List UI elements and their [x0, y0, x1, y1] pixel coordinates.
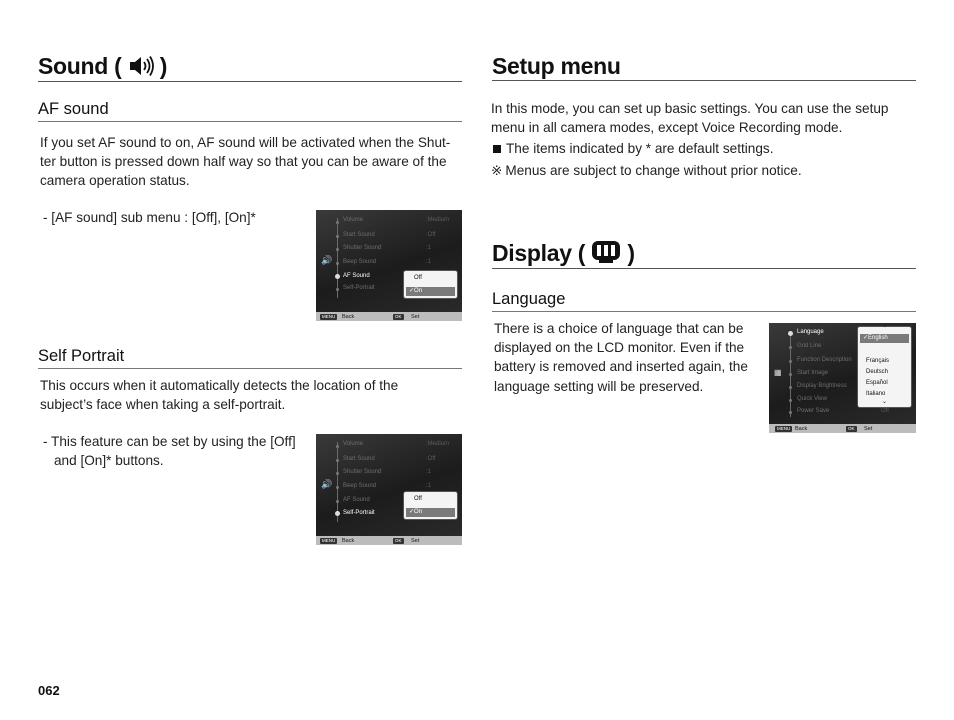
- af-sound-body: [40, 133, 450, 191]
- lcd-menu-item: Shutter Sound: [343, 245, 382, 251]
- setup-menu-rule: [492, 80, 916, 81]
- lcd-menu-item: AF Sound: [343, 497, 370, 503]
- lcd-option-on-selected: [406, 287, 455, 296]
- lcd-button-bar: [769, 424, 916, 433]
- lcd-item-dot: [789, 411, 792, 414]
- setup-change-notice: [491, 161, 802, 180]
- language-body-line: displayed on the LCD monitor. Even if the: [494, 340, 745, 356]
- af-sound-submenu: - [AF sound] sub menu : [Off], [On]*: [43, 210, 256, 225]
- lcd-set-label: Set: [864, 425, 873, 432]
- lcd-menu-item: Start Sound: [343, 232, 375, 238]
- lcd-menu-line: [337, 218, 338, 298]
- lcd-set-label: Set: [411, 313, 420, 320]
- lcd-self-portrait-screenshot: [316, 434, 462, 545]
- self-portrait-note: [43, 432, 296, 470]
- menu-key-icon: MENU: [322, 537, 336, 543]
- lcd-menu-item: Function Description: [797, 357, 852, 363]
- lcd-back-label: Back: [795, 425, 808, 432]
- lcd-item-dot-selected: [335, 511, 340, 516]
- lcd-menu-item: Start Image: [797, 370, 829, 376]
- menu-key-icon: MENU: [777, 425, 791, 431]
- speaker-icon: [128, 55, 154, 83]
- self-portrait-body-line: subject’s face when taking a self-portrait.: [40, 397, 286, 413]
- lcd-item-dot: [336, 486, 339, 489]
- chevron-up-icon: ⌃: [881, 326, 888, 332]
- lcd-item-dot: [336, 459, 339, 462]
- lcd-menu-item: Volume: [343, 217, 364, 223]
- lcd-menu-value: :Off: [426, 456, 436, 462]
- check-icon: ✓: [409, 509, 415, 515]
- lcd-set-label: Set: [411, 537, 420, 544]
- lcd-item-dot: [336, 248, 339, 251]
- lcd-option-popup: [403, 270, 458, 299]
- display-title-rule: [492, 268, 916, 269]
- display-title-close: ): [627, 240, 635, 266]
- display-icon: ▦: [774, 368, 782, 377]
- lcd-item-dot-selected: [788, 331, 793, 336]
- language-rule: [492, 311, 916, 312]
- setup-default-note: [493, 139, 774, 158]
- sound-title-rule: [38, 81, 462, 82]
- self-portrait-note-line: - This feature can be set by using the [Off]: [43, 434, 296, 449]
- check-icon: ✓: [863, 335, 869, 341]
- lcd-button-bar: [316, 312, 462, 321]
- display-title-text: Display (: [492, 240, 586, 266]
- language-body-line: battery is removed and inserted again, the: [494, 359, 748, 375]
- af-sound-body-line: If you set AF sound to on, AF sound will be activated when the Shut-: [40, 135, 451, 150]
- lcd-menu-item: Self-Portrait: [343, 285, 375, 291]
- lcd-back-label: Back: [342, 537, 355, 544]
- lcd-menu-item: Start Sound: [343, 456, 375, 462]
- speaker-icon: 🔊: [321, 255, 333, 265]
- lcd-option-on-label: On: [414, 288, 423, 294]
- lcd-option-off: Off: [414, 496, 422, 502]
- lcd-language-english: English: [868, 335, 888, 341]
- menu-key-icon: MENU: [322, 313, 336, 319]
- sound-title: [38, 53, 167, 83]
- lcd-menu-value: :1: [426, 469, 432, 475]
- lcd-language-popup: [857, 326, 912, 408]
- lcd-menu-item: Quick View: [797, 396, 827, 402]
- lcd-item-dot: [336, 221, 339, 224]
- lcd-item-dot: [789, 346, 792, 349]
- lcd-item-dot: [789, 360, 792, 363]
- lcd-item-dot: [336, 472, 339, 475]
- self-portrait-body: [40, 376, 398, 414]
- lcd-language-option: Español: [866, 380, 888, 386]
- lcd-item-dot: [336, 445, 339, 448]
- lcd-menu-line: [337, 442, 338, 522]
- lcd-item-dot: [789, 399, 792, 402]
- lcd-screen: [316, 210, 462, 312]
- lcd-menu-value: :1: [426, 259, 432, 265]
- ok-key-icon: OK: [395, 537, 402, 543]
- setup-default-note-text: The items indicated by * are default settings.: [506, 141, 774, 156]
- ok-key-icon: OK: [395, 313, 402, 319]
- af-sound-rule: [38, 121, 462, 122]
- setup-change-notice-text: Menus are subject to change without prior notice.: [505, 163, 802, 178]
- self-portrait-rule: [38, 368, 462, 369]
- setup-body: [491, 99, 889, 137]
- language-body-line: language setting will be preserved.: [494, 378, 704, 394]
- lcd-screen: [769, 323, 916, 424]
- sound-title-text: Sound (: [38, 53, 122, 79]
- setup-menu-title: Setup menu: [492, 53, 621, 79]
- lcd-menu-value: :1: [426, 483, 432, 489]
- lcd-item-dot-selected: [335, 274, 340, 279]
- lcd-item-dot: [789, 386, 792, 389]
- page-number: 062: [38, 683, 60, 698]
- lcd-menu-item-selected: Self-Portrait: [343, 510, 375, 516]
- display-title: [492, 240, 635, 270]
- lcd-language-option: Français: [866, 358, 890, 364]
- lcd-menu-item-selected: AF Sound: [343, 273, 370, 279]
- language-body: [494, 319, 748, 396]
- lcd-menu-item: Shutter Sound: [343, 469, 382, 475]
- af-sound-body-line: ter button is pressed down half way so that you can be aware of the: [40, 154, 447, 170]
- check-icon: ✓: [409, 288, 415, 294]
- self-portrait-heading: Self Portrait: [38, 347, 125, 365]
- display-icon: [591, 240, 621, 270]
- af-sound-heading: AF sound: [38, 100, 109, 118]
- lcd-menu-item: Power Save: [797, 408, 830, 414]
- lcd-option-on-label: On: [414, 509, 423, 515]
- lcd-menu-item-selected: Language: [797, 329, 824, 335]
- lcd-item-dot: [336, 288, 339, 291]
- lcd-menu-item: Beep Sound: [343, 483, 377, 489]
- lcd-back-label: Back: [342, 313, 355, 320]
- chevron-down-icon: ⌄: [881, 399, 888, 405]
- square-bullet-icon: [493, 145, 501, 153]
- lcd-menu-item: Beep Sound: [343, 259, 377, 265]
- lcd-item-dot: [336, 235, 339, 238]
- lcd-menu-value: :Medium: [426, 217, 450, 223]
- lcd-menu-item: Volume: [343, 441, 364, 447]
- ok-key-icon: OK: [848, 425, 855, 431]
- lcd-language-option: Deutsch: [866, 369, 889, 375]
- setup-body-line: In this mode, you can set up basic settings. You can use the setup: [491, 101, 889, 116]
- lcd-language-screenshot: [769, 323, 916, 433]
- lcd-menu-item: Display Brightness: [797, 383, 847, 389]
- lcd-menu-value: :Off: [426, 232, 436, 238]
- self-portrait-body-line: This occurs when it automatically detects the location of the: [40, 378, 399, 393]
- language-body-line: There is a choice of language that can be: [494, 321, 744, 336]
- lcd-language-option-selected: [860, 334, 909, 343]
- lcd-item-dot: [336, 500, 339, 503]
- lcd-button-bar: [316, 536, 462, 545]
- lcd-menu-value: :1: [426, 245, 432, 251]
- speaker-icon: 🔊: [321, 479, 333, 489]
- reference-mark-icon: ※: [491, 163, 503, 178]
- lcd-af-sound-screenshot: [316, 210, 462, 321]
- lcd-language-option: Italiano: [866, 391, 886, 397]
- lcd-option-popup: [403, 491, 458, 520]
- lcd-menu-value: :Medium: [426, 441, 450, 447]
- lcd-menu-item: Grid Line: [797, 343, 822, 349]
- lcd-menu-value: Off: [881, 408, 889, 414]
- self-portrait-note-line: and [On]* buttons.: [54, 453, 164, 469]
- setup-body-line: menu in all camera modes, except Voice Recording mode.: [491, 120, 843, 136]
- language-heading: Language: [492, 290, 566, 308]
- lcd-option-on-selected: [406, 508, 455, 517]
- af-sound-body-line: camera operation status.: [40, 173, 190, 189]
- sound-title-close: ): [159, 53, 168, 79]
- lcd-screen: [316, 434, 462, 536]
- lcd-item-dot: [789, 373, 792, 376]
- lcd-item-dot: [336, 262, 339, 265]
- lcd-option-off: Off: [414, 275, 422, 281]
